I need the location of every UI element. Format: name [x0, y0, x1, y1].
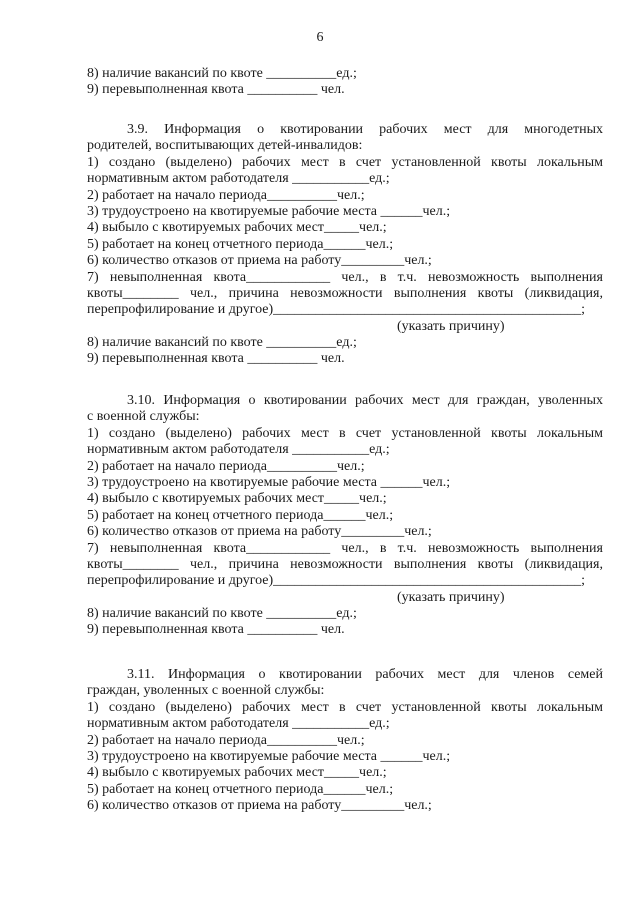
reason-note: (указать причину): [397, 589, 505, 605]
item-7-unfilled-quota-cont: квоты________ чел., причина невозможности выполнения квоты (ликвидация,: [87, 285, 603, 301]
section-heading-cont: родителей, воспитывающих детей-инвалидов:: [87, 138, 363, 154]
item-9-overfilled-quota: 9) перевыполненная квота __________ чел.: [87, 622, 345, 638]
item-7-unfilled-quota: 7) невыполненная квота____________ чел., в т.ч. невозможность выполнения: [87, 540, 603, 556]
item-6-refusals: 6) количество отказов от приема на работу_________чел.;: [87, 524, 432, 540]
item-8-vacancies: 8) наличие вакансий по квоте __________ед.;: [87, 606, 357, 622]
item-2-working-start: 2) работает на начало периода__________чел.;: [87, 187, 365, 203]
item-1-created: 1) создано (выделено) рабочих мест в счет установленной квоты локальным: [87, 699, 603, 715]
top-items: [87, 66, 603, 99]
section-heading-cont: с военной службы:: [87, 409, 200, 425]
item-6-refusals: 6) количество отказов от приема на работу_________чел.;: [87, 798, 432, 814]
section-heading-cont: граждан, уволенных с военной службы:: [87, 683, 325, 699]
item-2-working-start: 2) работает на начало периода__________чел.;: [87, 458, 365, 474]
item-7-unfilled-quota: 7) невыполненная квота____________ чел., в т.ч. невозможность выполнения: [87, 269, 603, 285]
item-5-working-end: 5) работает на конец отчетного периода______чел.;: [87, 236, 394, 252]
page-number: 6: [316, 30, 324, 45]
item-2-working-start: 2) работает на начало периода__________чел.;: [87, 732, 365, 748]
section-heading: 3.11. Информация о квотировании рабочих мест для членов семей: [127, 667, 603, 682]
item-4-left: 4) выбыло с квотируемых рабочих мест_____чел.;: [87, 220, 387, 236]
item-1-created: 1) создано (выделено) рабочих мест в счет установленной квоты локальным: [87, 154, 603, 170]
item-6-refusals: 6) количество отказов от приема на работу_________чел.;: [87, 253, 432, 269]
section-3-9: [87, 122, 603, 368]
item-9-overfilled-quota: 9) перевыполненная квота __________ чел.: [87, 82, 345, 98]
item-7-unfilled-quota-cont: квоты________ чел., причина невозможности выполнения квоты (ликвидация,: [87, 556, 603, 572]
item-3-employed: 3) трудоустроено на квотируемые рабочие места ______чел.;: [87, 203, 451, 219]
item-9-overfilled-quota: 9) перевыполненная квота __________ чел.: [87, 351, 345, 367]
item-1-created: 1) создано (выделено) рабочих мест в счет установленной квоты локальным: [87, 425, 603, 441]
item-8-vacancies: 8) наличие вакансий по квоте __________ед.;: [87, 66, 357, 81]
item-3-employed: 3) трудоустроено на квотируемые рабочие места ______чел.;: [87, 748, 451, 764]
section-3-11: [87, 667, 603, 815]
item-1-created-cont: нормативным актом работодателя ___________ед.;: [87, 716, 390, 732]
item-7-reason-line: перепрофилирование и другое)____________________________________________;: [87, 573, 586, 589]
item-1-created-cont: нормативным актом работодателя ___________ед.;: [87, 171, 390, 187]
reason-note: (указать причину): [397, 318, 505, 334]
section-heading: 3.10. Информация о квотировании рабочих мест для граждан, уволенных: [127, 393, 603, 408]
item-5-working-end: 5) работает на конец отчетного периода______чел.;: [87, 507, 394, 523]
item-7-reason-line: перепрофилирование и другое)____________________________________________;: [87, 302, 586, 318]
item-1-created-cont: нормативным актом работодателя ___________ед.;: [87, 442, 390, 458]
item-3-employed: 3) трудоустроено на квотируемые рабочие места ______чел.;: [87, 474, 451, 490]
item-8-vacancies: 8) наличие вакансий по квоте __________ед.;: [87, 335, 357, 351]
item-4-left: 4) выбыло с квотируемых рабочих мест_____чел.;: [87, 491, 387, 507]
item-4-left: 4) выбыло с квотируемых рабочих мест_____чел.;: [87, 765, 387, 781]
section-3-10: [87, 393, 603, 639]
section-heading: 3.9. Информация о квотировании рабочих мест для многодетных: [127, 122, 603, 137]
item-5-working-end: 5) работает на конец отчетного периода______чел.;: [87, 781, 394, 797]
